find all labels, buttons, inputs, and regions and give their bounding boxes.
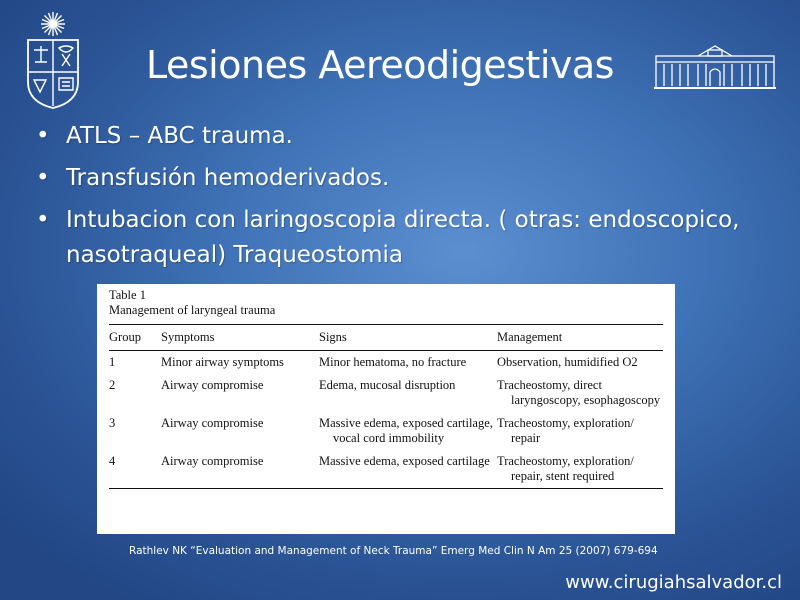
bullet-text: Intubacion con laringoscopia directa. ( otras: endoscopico, nasotraqueal) Traqueostomia — [66, 207, 740, 268]
table-cell: Minor airway symptoms — [161, 355, 284, 369]
column-header: Signs — [319, 325, 497, 351]
table-cell — [497, 450, 663, 489]
column-header: Management — [497, 325, 663, 351]
cell-text: Tracheostomy, exploration/ repair — [497, 416, 634, 445]
table-cell — [497, 351, 663, 375]
reference-citation: Rathlev NK “Evaluation and Management of Neck Trauma” Emerg Med Clin N Am 25 (2007) 679-694 — [129, 545, 658, 557]
table-row — [109, 412, 663, 450]
table-cell: Airway compromise — [161, 450, 319, 489]
table-cell — [319, 374, 497, 412]
university-building-icon — [652, 42, 778, 92]
cell-text: Observation, humidified O2 — [497, 355, 638, 369]
bullet-text: ATLS – ABC trauma. — [66, 123, 293, 149]
table-cell: Airway compromise — [161, 378, 264, 392]
cell-text: Minor hematoma, no fracture — [319, 355, 467, 369]
bullet-list — [36, 119, 776, 280]
bullet-item — [36, 161, 776, 196]
table-cell: 4 — [109, 450, 161, 489]
table-row — [109, 450, 663, 489]
table-cell: Airway compromise — [161, 416, 264, 430]
bullet-item — [36, 119, 776, 154]
bullet-marker: • — [36, 165, 50, 191]
table-row — [109, 351, 663, 375]
cell-text: Edema, mucosal disruption — [319, 378, 456, 392]
table-cell — [497, 374, 663, 412]
cell-text: Tracheostomy, exploration/ repair, stent required — [497, 454, 634, 483]
university-crest-icon — [22, 10, 84, 110]
table-cell — [319, 412, 497, 450]
table-cell — [319, 450, 497, 489]
laryngeal-trauma-table — [109, 325, 663, 489]
table-cell — [497, 412, 663, 450]
bullet-item — [36, 203, 776, 273]
table-cell: 3 — [109, 416, 116, 430]
bullet-marker: • — [36, 207, 50, 233]
table-row — [109, 374, 663, 412]
bullet-text: Transfusión hemoderivados. — [66, 165, 390, 191]
table-cell — [319, 351, 497, 375]
bullet-marker: • — [36, 123, 50, 149]
cell-text: Massive edema, exposed cartilage — [319, 454, 490, 468]
table-cell: 1 — [109, 355, 116, 369]
slide-title: Lesiones Aereodigestivas — [146, 43, 614, 87]
table-subtitle: Management of laryngeal trauma — [109, 303, 663, 325]
table-caption: Table 1 — [109, 288, 146, 302]
cell-text: Tracheostomy, direct laryngoscopy, esophagoscopy — [497, 378, 661, 407]
table-header-row — [109, 325, 663, 351]
table-image — [97, 284, 675, 534]
column-header: Symptoms — [161, 325, 319, 351]
cell-text: Massive edema, exposed cartilage, vocal cord immobility — [319, 416, 493, 445]
website-url: www.cirugiahsalvador.cl — [565, 572, 782, 593]
column-header: Group — [109, 325, 161, 351]
table-cell: 2 — [109, 378, 116, 392]
